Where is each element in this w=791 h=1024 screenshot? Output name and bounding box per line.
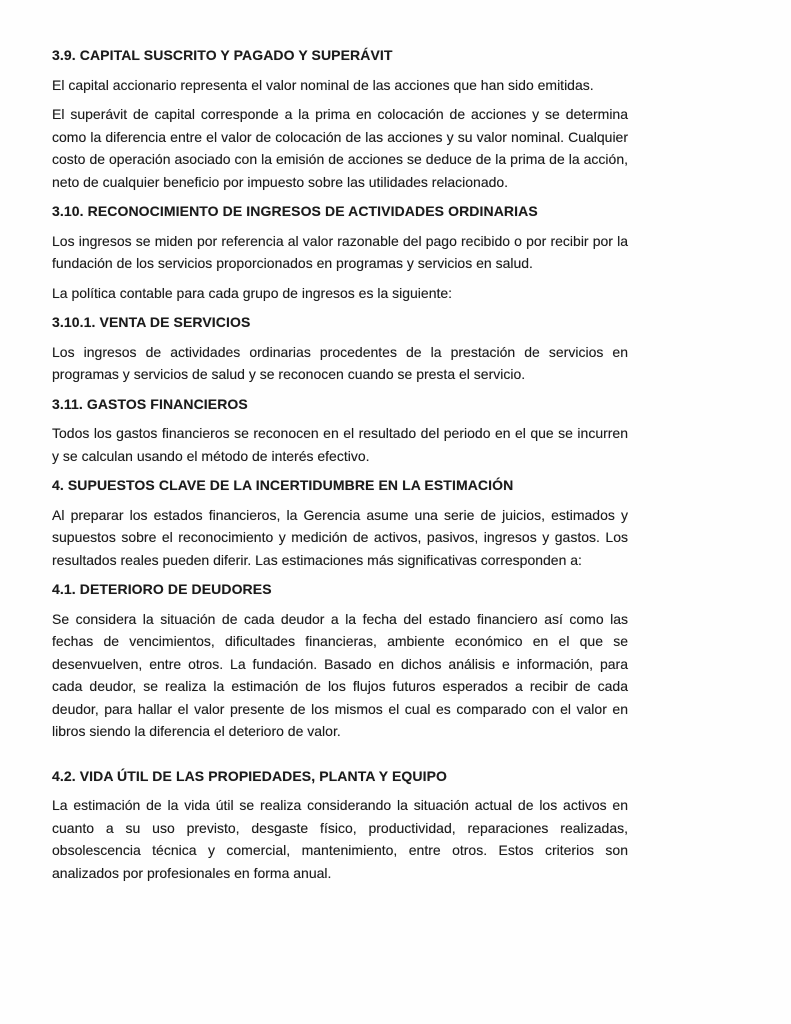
paragraph: Todos los gastos financieros se reconocen en el resultado del periodo en el que se incurren y se calculan usando el método de interés efectivo. [52,425,628,464]
paragraph: La estimación de la vida útil se realiza considerando la situación actual de los activos en cuanto a su uso previsto, desgaste físico, productividad, reparaciones realizadas, obsolescencia técnica y comercial, mantenimiento, entre otros. Estos criterios son analizados por profesionales en forma anual. [52,797,628,881]
paragraph: El superávit de capital corresponde a la prima en colocación de acciones y se determina como la diferencia entre el valor de colocación de las acciones y su valor nominal. Cualquier costo de operación asociado con la emisión de acciones se deduce de la prima de la acción, neto de cualquier beneficio por impuesto sobre las utilidades relacionado. [52,106,628,190]
section-gastos-financieros [52,393,628,468]
document-content [52,44,628,891]
section-heading: 4.1. DETERIORO DE DEUDORES [52,581,272,597]
section-supuestos-clave [52,474,628,571]
section-heading: 3.10. RECONOCIMIENTO DE INGRESOS DE ACTIVIDADES ORDINARIAS [52,203,538,219]
section-capital-suscrito [52,44,628,193]
section-heading: 4.2. VIDA ÚTIL DE LAS PROPIEDADES, PLANTA Y EQUIPO [52,767,447,784]
paragraph: Los ingresos se miden por referencia al valor razonable del pago recibido o por recibir por la fundación de los servicios proporcionados en programas y servicios en salud. [52,232,628,271]
paragraph: Se considera la situación de cada deudor a la fecha del estado financiero así como las fechas de vencimientos, dificultades financieras, ambiente económico en el que se desenvuelven, entre otros. La fundación. Basado en dichos análisis e información, para cada deudor, se realiza la estimación de los flujos futuros esperados a recibir de cada deudor, para hallar el valor presente de los mismos el cual es comparado con el valor en libros siendo la diferencia el deterioro de valor. [52,610,628,739]
section-vida-util [52,765,628,885]
section-heading: 3.10.1. VENTA DE SERVICIOS [52,314,251,330]
section-venta-servicios [52,311,628,386]
paragraph: El capital accionario representa el valor nominal de las acciones que han sido emitidas. [52,76,594,93]
section-heading: 3.11. GASTOS FINANCIEROS [52,395,248,412]
paragraph: La política contable para cada grupo de ingresos es la siguiente: [52,284,453,301]
section-reconocimiento-ingresos [52,200,628,304]
section-deterioro-deudores [52,578,628,743]
paragraph: Al preparar los estados financieros, la Gerencia asume una serie de juicios, estimados y supuestos sobre el reconocimiento y medición de activos, pasivos, ingresos y gastos. Los resultados reales pueden diferir. Las estimaciones más significativas corresponden a: [52,506,628,568]
section-heading: 4. SUPUESTOS CLAVE DE LA INCERTIDUMBRE EN LA ESTIMACIÓN [52,477,514,493]
paragraph: Los ingresos de actividades ordinarias procedentes de la prestación de servicios en programas y servicios de salud y se reconocen cuando se presta el servicio. [52,343,628,382]
section-heading: 3.9. CAPITAL SUSCRITO Y PAGADO Y SUPERÁVIT [52,47,393,63]
